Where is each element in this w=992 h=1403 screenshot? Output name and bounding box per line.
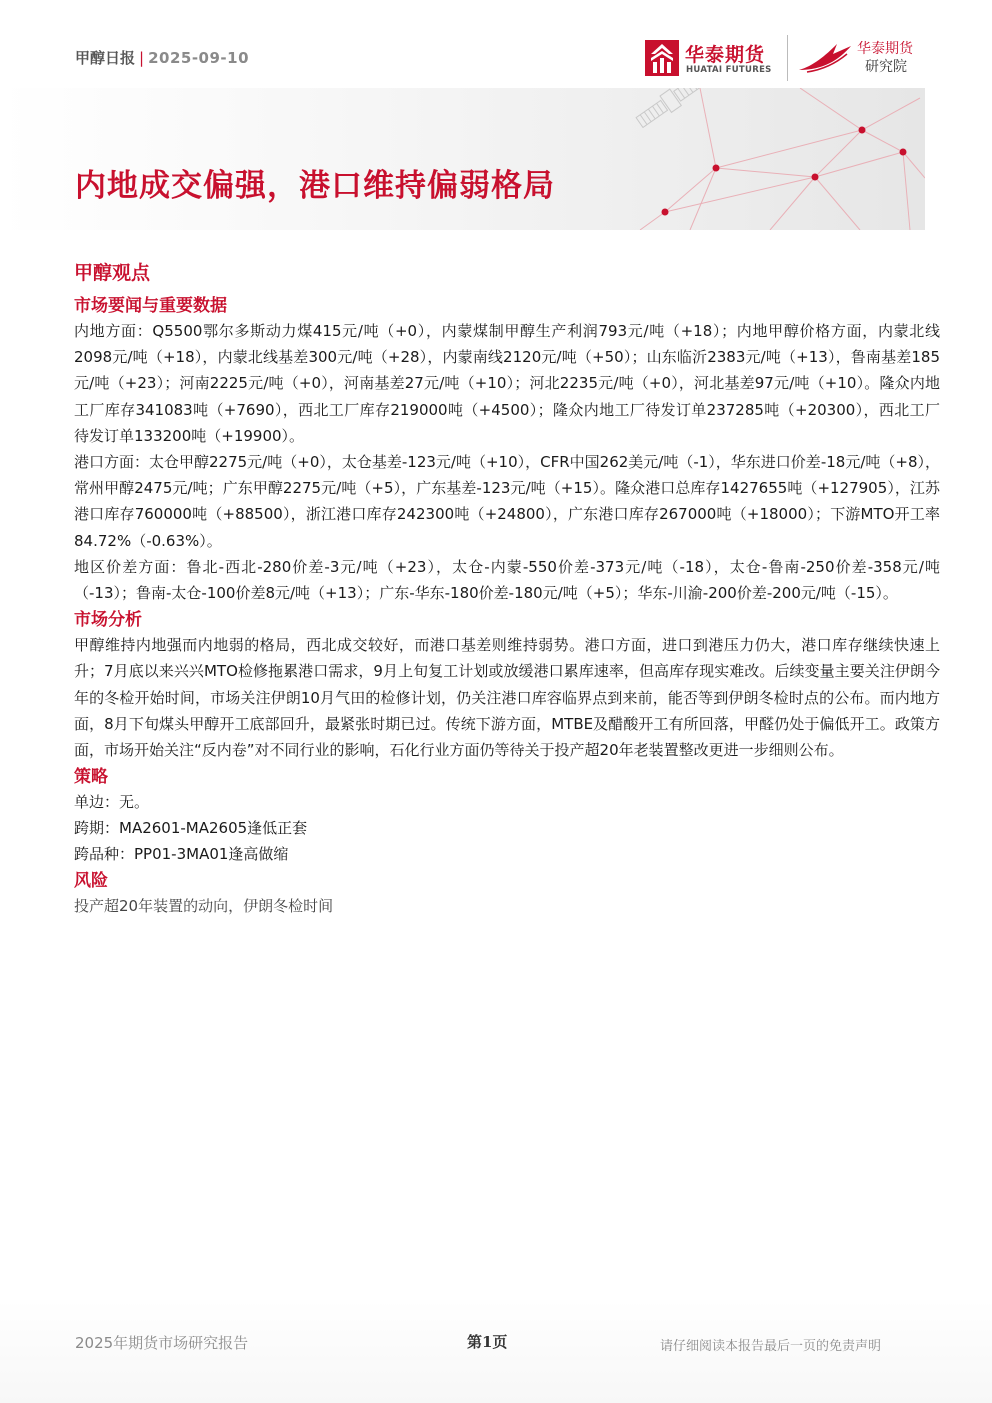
institute-name-1: 华泰期货	[857, 41, 913, 57]
header-separator: |	[139, 49, 145, 67]
section-title-news: 市场要闻与重要数据	[74, 296, 227, 316]
inland-paragraph: 内地方面：Q5500鄂尔多斯动力煤415元/吨（+0），内蒙煤制甲醇生产利润793元/吨（+18）；内地甲醇价格方面，内蒙北线2098元/吨（+18），内蒙北线基差300元/吨（+28），内蒙南线2120元/吨（+50）；山东临沂2383元/吨（+13），鲁南基差185元/吨（+23）；河南2225元/吨（+0），河南基差27元/吨（+10）；河北2235元/吨（+0），河北基差97元/吨（+10）。隆众内地工厂库存341083吨（+7690），西北工厂库存219000吨（+4500）；隆众内地工厂待发订单237285吨（+20300），西北工厂待发订单133200吨（+19900）。	[74, 322, 940, 445]
port-paragraph: 港口方面：太仓甲醇2275元/吨（+0），太仓基差-123元/吨（+10），CFR中国262美元/吨（-1），华东进口价差-18元/吨（+8），常州甲醇2475元/吨；广东甲醇2275元/吨（+5），广东基差-123元/吨（+15）。隆众港口总库存1427655吨（+127905），江苏港口库存760000吨（+88500），浙江港口库存242300吨（+24800），广东港口库存267000吨（+18000）；下游MTO开工率84.72%（-0.63%）。	[74, 453, 940, 550]
institute-swoosh-icon	[797, 40, 853, 74]
logo-cn-text: 华泰期货	[685, 44, 766, 66]
disclaimer-note: 请仔细阅读本报告最后一页的免责声明	[660, 1339, 882, 1354]
page-footer	[0, 1300, 992, 1403]
report-tag	[75, 47, 249, 68]
strategy-cross: 跨品种：PP01-3MA01逢高做缩	[74, 845, 289, 864]
strategy-single: 单边：无。	[74, 793, 150, 812]
network-decoration	[0, 88, 925, 230]
report-type: 甲醇日报	[75, 49, 136, 67]
title-banner	[0, 88, 925, 230]
analysis-paragraph: 甲醇维持内地强而内地弱的格局，西北成交较好，而港口基差则维持弱势。港口方面，进口到港压力仍大，港口库存继续快速上升；7月底以来兴兴MTO检修拖累港口需求，9月上旬复工计划或放缓港口累库速率，但高库存现实难改。后续变量主要关注伊朗今年的冬检开始时间，市场关注伊朗10月气田的检修计划，仍关注港口库容临界点到来前，能否等到伊朗冬检时点的公布。而内地方面，8月下旬煤头甲醇开工底部回升，最紧张时期已过。传统下游方面，MTBE及醋酸开工有所回落，甲醛仍处于偏低开工。政策方面，市场开始关注“反内卷”对不同行业的影响，石化行业方面仍等待关于投产超20年老装置整改更进一步细则公布。	[74, 636, 940, 760]
institute-name-2: 研究院	[865, 59, 907, 75]
report-body	[74, 258, 940, 919]
section-title-analysis: 市场分析	[74, 610, 142, 631]
logo-divider	[787, 35, 788, 81]
report-headline: 内地成交偏强，港口维持偏弱格局	[75, 168, 555, 204]
logo-en-text: HUATAI FUTURES	[686, 65, 772, 75]
huatai-futures-logo	[645, 38, 785, 80]
section-title-strategy: 策略	[74, 767, 108, 788]
section-title-risk: 风险	[74, 871, 108, 892]
page-header	[0, 0, 992, 90]
footer-report-name: 2025年期货市场研究报告	[75, 1334, 249, 1352]
research-institute-logo	[797, 36, 927, 82]
strategy-calendar: 跨期：MA2601-MA2605逢低正套	[74, 819, 308, 838]
view-title: 甲醇观点	[74, 262, 151, 284]
huatai-logo-mark-icon	[645, 40, 679, 76]
risk-text: 投产超20年装置的动向，伊朗冬检时间	[74, 897, 334, 916]
spread-paragraph: 地区价差方面：鲁北-西北-280价差-3元/吨（+23），太仓-内蒙-550价差-373元/吨（-18），太仓-鲁南-250价差-358元/吨（-13）；鲁南-太仓-100价差8元/吨（+13）；广东-华东-180价差-180元/吨（+5）；华东-川渝-200价差-200元/吨（-15）。	[74, 557, 940, 603]
report-date: 2025-09-10	[148, 49, 250, 67]
page-number: 第1页	[467, 1333, 508, 1351]
